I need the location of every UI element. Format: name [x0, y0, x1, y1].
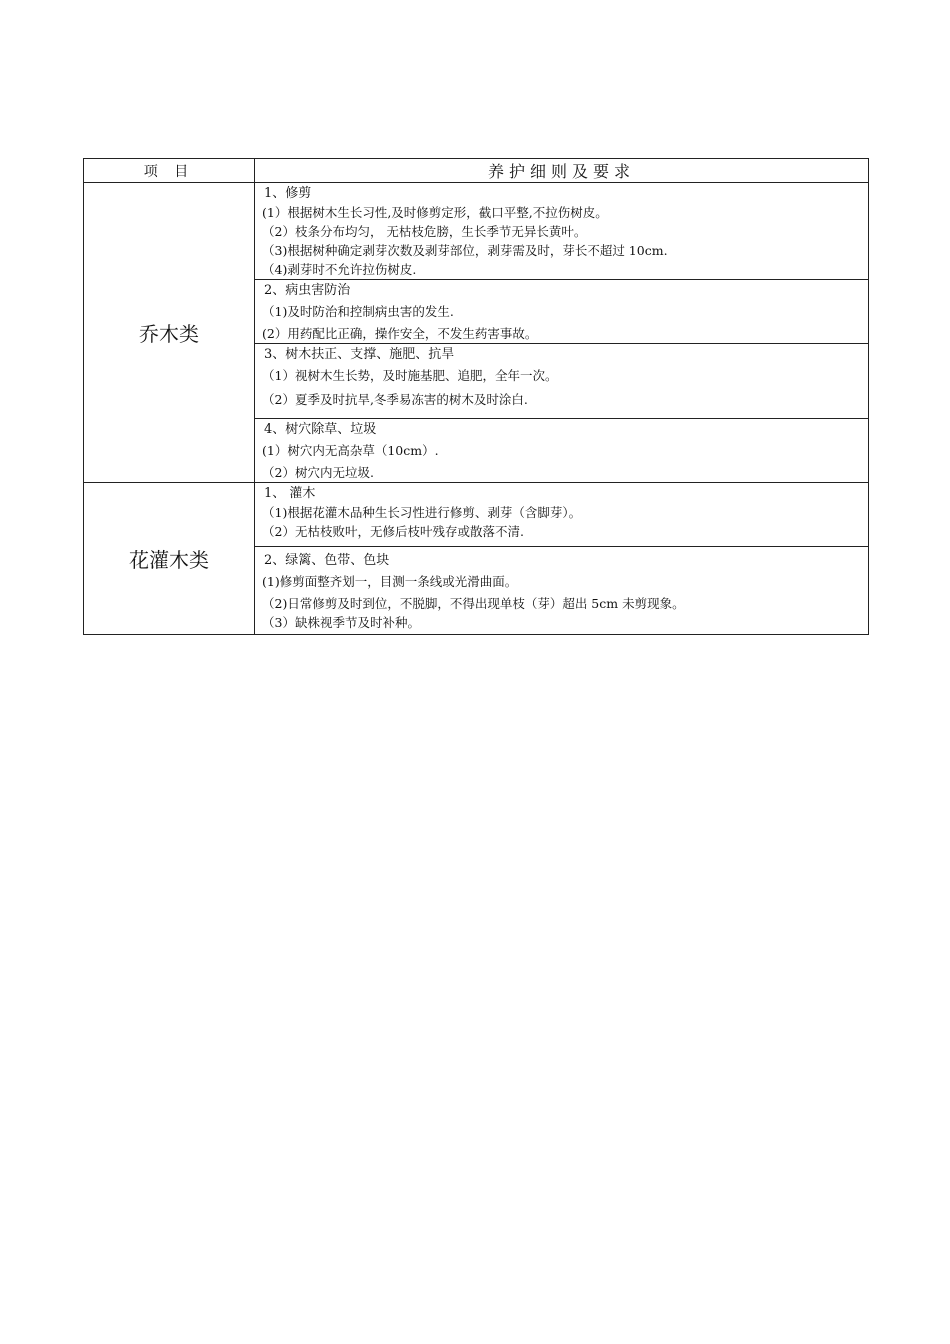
section-pruning	[255, 183, 869, 280]
requirement-line: （1)及时防治和控制病虫害的发生.	[262, 304, 454, 319]
requirement-line: （2）树穴内无垃圾.	[262, 465, 374, 480]
requirement-line: （2）无枯枝败叶，无修后枝叶残存或散落不清.	[262, 524, 524, 539]
requirement-line: (2）用药配比正确，操作安全，不发生药害事故。	[262, 326, 538, 341]
table-row	[84, 483, 869, 547]
section-title: 1、修剪	[264, 186, 312, 201]
section-weeding	[255, 419, 869, 483]
requirement-line: (1）树穴内无高杂草（10cm）.	[262, 443, 439, 458]
requirement-line: (1）根据树木生长习性,及时修剪定形，截口平整,不拉伤树皮。	[262, 205, 608, 220]
requirement-line: （2)日常修剪及时到位，不脱脚，不得出现单枝（芽）超出 5cm 未剪现象。	[262, 596, 685, 611]
requirement-line: （4)剥芽时不允许拉伤树皮.	[262, 262, 417, 277]
section-title: 2、病虫害防治	[264, 283, 351, 298]
requirement-line: （1）视树木生长势，及时施基肥、追肥，全年一次。	[262, 368, 558, 383]
maintenance-table	[83, 158, 869, 635]
section-title: 4、树穴除草、垃圾	[264, 422, 377, 437]
section-shrubs	[255, 483, 869, 547]
requirement-line: （3)根据树种确定剥芽次数及剥芽部位，剥芽需及时，芽长不超过 10cm.	[262, 243, 668, 258]
header-row	[84, 159, 869, 183]
section-pest-control	[255, 280, 869, 344]
category-shrubs: 花灌木类	[84, 483, 255, 635]
requirement-line: （2）枝条分布均匀， 无枯枝危膀，生长季节无异长黄叶。	[262, 224, 587, 239]
requirement-line: （2）夏季及时抗旱,冬季易冻害的树木及时涂白.	[262, 392, 528, 407]
header-requirements: 养护细则及要求	[255, 159, 869, 183]
requirement-line: （1)根据花灌木品种生长习性进行修剪、剥芽（含脚芽）。	[262, 505, 582, 520]
section-title: 2、绿篱、色带、色块	[264, 553, 390, 568]
section-title: 3、树木扶正、支撑、施肥、抗旱	[264, 347, 455, 362]
section-hedges	[255, 547, 869, 635]
section-support-fertilize	[255, 344, 869, 419]
requirement-line: (1)修剪面整齐划一，目测一条线或光滑曲面。	[262, 574, 518, 589]
requirement-line: （3）缺株视季节及时补种。	[262, 615, 420, 630]
category-trees: 乔木类	[84, 183, 255, 483]
section-title: 1、 灌木	[264, 486, 316, 501]
table-row	[84, 183, 869, 280]
header-item: 项 目	[84, 159, 255, 183]
